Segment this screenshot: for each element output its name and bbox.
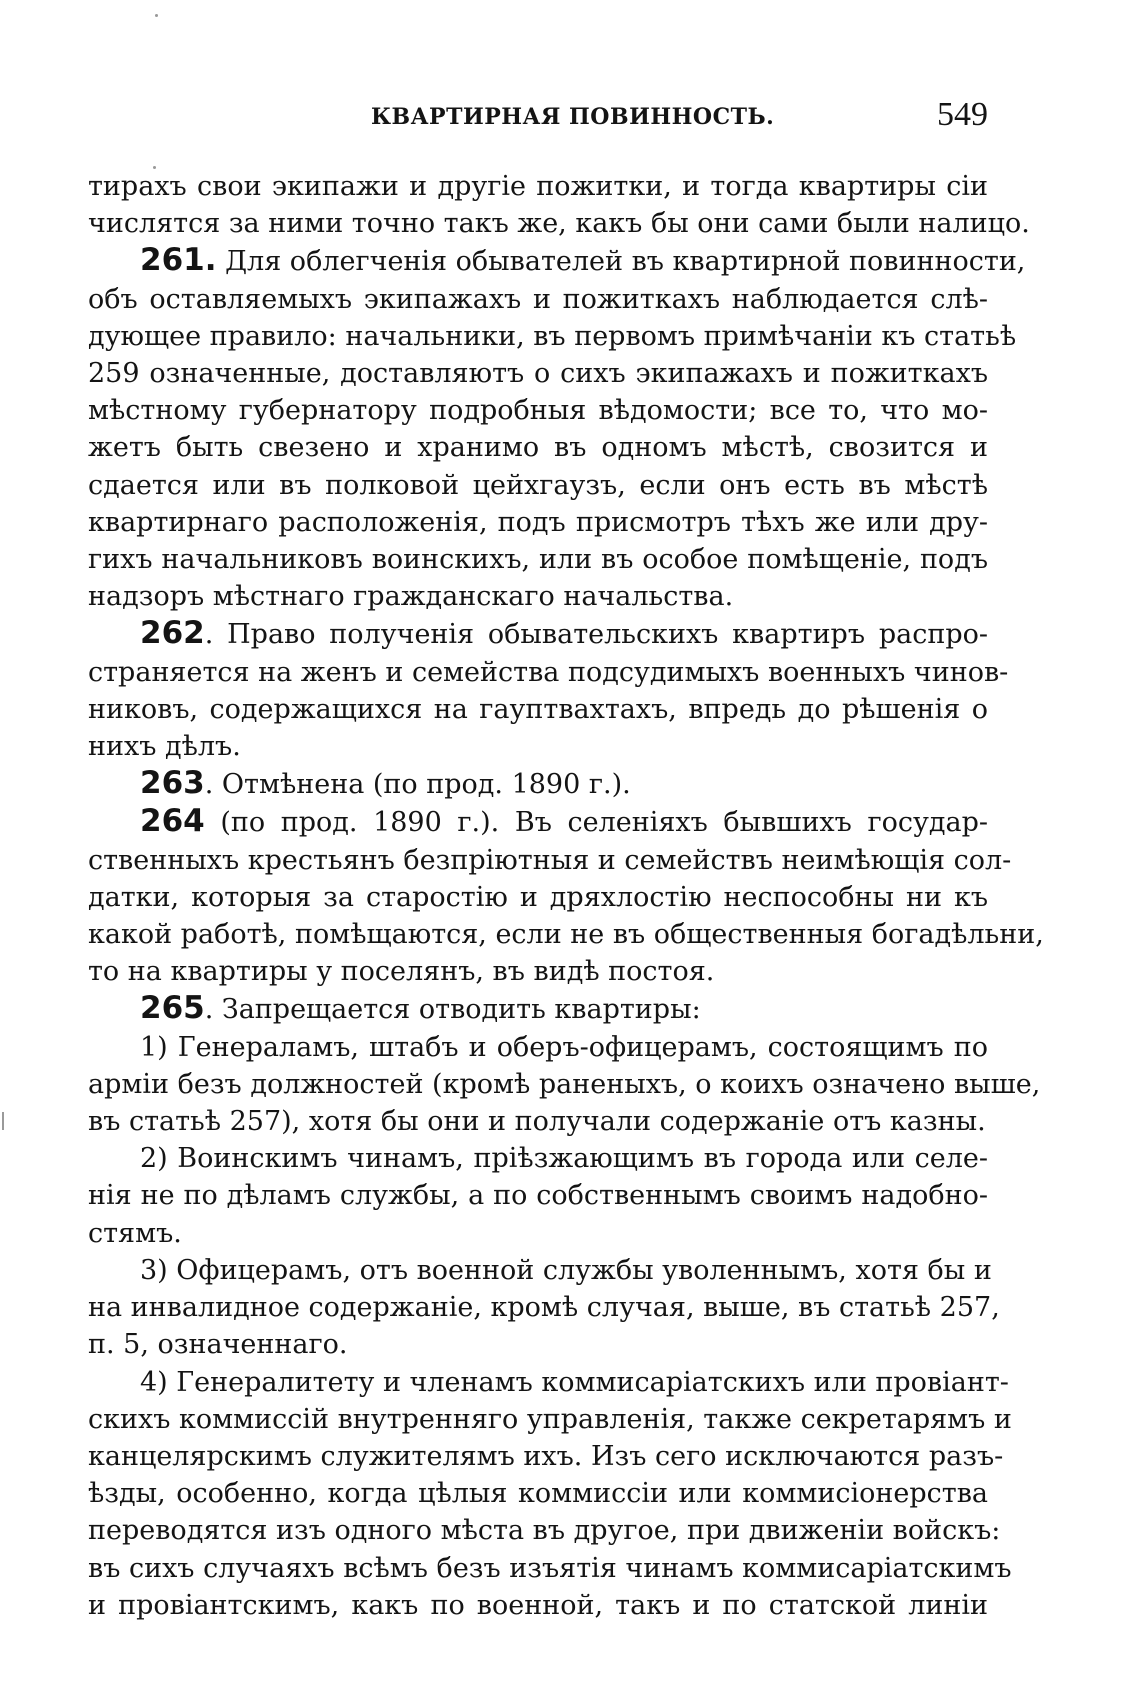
text-fragment: Для облегченія обывателей въ квартирной повинности,: [225, 246, 1026, 278]
text-line: скихъ коммиссій внутренняго управленія, также секретарямъ и: [88, 1403, 1012, 1435]
text-line: то на квартиры у поселянъ, въ видѣ постоя.: [88, 956, 715, 988]
list-item-4-line: 4) Генералитету и членамъ коммисаріатскихъ или провіант-: [140, 1366, 1009, 1398]
text-line: никовъ, содержащихся на гауптвахтахъ, впредь до рѣшенія о: [88, 693, 988, 725]
scan-speck: [155, 14, 158, 17]
text-line: канцелярскимъ служителямъ ихъ. Изъ сего исключаются разъ-: [88, 1440, 1004, 1472]
text-line: арміи безъ должностей (кромѣ раненыхъ, о коихъ означено выше,: [88, 1068, 1041, 1100]
text-line: 259 означенные, доставляютъ о сихъ экипажахъ и пожиткахъ: [88, 358, 988, 390]
article-264-line: [88, 803, 988, 841]
text-line: датки, которыя за старостію и дряхлостію неспособны ни къ: [88, 881, 988, 913]
article-number-263: 263: [140, 765, 205, 802]
article-261-line: [88, 242, 1026, 280]
text-line: переводятся изъ одного мѣста въ другое, при движеніи войскъ:: [88, 1515, 1001, 1547]
running-head: [88, 96, 988, 146]
text-line: нихъ дѣлъ.: [88, 731, 241, 763]
body-text: [88, 168, 1044, 1624]
text-line: гихъ начальниковъ воинскихъ, или въ особое помѣщеніе, подъ: [88, 544, 988, 576]
article-number-262: 262: [140, 615, 205, 652]
article-263-line: [88, 765, 988, 803]
text-line: нія не по дѣламъ службы, а по собственнымъ своимъ надобно-: [88, 1180, 988, 1212]
text-line: сдается или въ полковой цейхгаузъ, если онъ есть въ мѣстѣ: [88, 469, 988, 501]
text-line: стямъ.: [88, 1217, 182, 1249]
text-line: числятся за ними точно такъ же, какъ бы они сами были налицо.: [88, 208, 1030, 240]
article-265-line: [88, 990, 988, 1028]
article-number-261: 261.: [140, 242, 217, 279]
text-line: жетъ быть свезено и хранимо въ одномъ мѣстѣ, свозится и: [88, 432, 988, 464]
text-line: п. 5, означеннаго.: [88, 1329, 348, 1361]
text-line: ѣзды, особенно, когда цѣлыя коммиссіи или коммисіонерства: [88, 1478, 988, 1510]
page-number: 549: [937, 96, 988, 133]
text-line: въ статьѣ 257), хотя бы они и получали содержаніе отъ казны.: [88, 1106, 986, 1138]
text-line: на инвалидное содержаніе, кромѣ случая, выше, въ статьѣ 257,: [88, 1292, 1000, 1324]
text-line: дующее правило: начальники, въ первомъ примѣчаніи къ статьѣ: [88, 320, 1017, 352]
article-number-265: 265: [140, 990, 205, 1027]
article-262-line: [88, 615, 988, 653]
scan-speck: [153, 166, 156, 169]
text-line: ственныхъ крестьянъ безпріютныя и семействъ неимѣющія сол-: [88, 844, 1012, 876]
text-line: какой работѣ, помѣщаются, если не въ общественныя богадѣльни,: [88, 919, 1044, 951]
text-line: мѣстному губернатору подробныя вѣдомости; все то, что мо-: [88, 395, 988, 427]
text-fragment: (по прод. 1890 г.). Въ селеніяхъ бывшихъ государ-: [204, 807, 988, 839]
text-line: тирахъ свои экипажи и другіе пожитки, и тогда квартиры сіи: [88, 171, 988, 202]
text-line: страняется на женъ и семейства подсудимыхъ военныхъ чинов-: [88, 656, 1009, 688]
text-fragment: . Отмѣнена (по прод. 1890 г.).: [204, 769, 631, 801]
text-line: и провіантскимъ, какъ по военной, такъ и по статской линіи: [88, 1589, 988, 1621]
list-item-1-line: 1) Генераламъ, штабъ и оберъ-офицерамъ, состоящимъ по: [140, 1031, 988, 1063]
text-line: объ оставляемыхъ экипажахъ и пожиткахъ наблюдается слѣ-: [88, 283, 988, 315]
list-item-3-line: 3) Офицерамъ, отъ военной службы уволеннымъ, хотя бы и: [140, 1254, 992, 1286]
text-line: квартирнаго расположенія, подъ присмотръ тѣхъ же или дру-: [88, 506, 988, 538]
text-fragment: . Запрещается отводить квартиры:: [204, 994, 701, 1026]
running-title: КВАРТИРНАЯ ПОВИННОСТЬ.: [371, 104, 775, 130]
list-item-2-line: 2) Воинскимъ чинамъ, пріѣзжающимъ въ города или селе-: [140, 1143, 988, 1175]
text-line: въ сихъ случаяхъ всѣмъ безъ изъятія чинамъ коммисаріатскимъ: [88, 1552, 1012, 1584]
text-line: надзоръ мѣстнаго гражданскаго начальства.: [88, 581, 734, 613]
text-fragment: . Право полученія обывательскихъ квартиръ распро-: [204, 619, 988, 651]
article-number-264: 264: [140, 803, 205, 840]
scan-margin-mark: [2, 1112, 4, 1130]
